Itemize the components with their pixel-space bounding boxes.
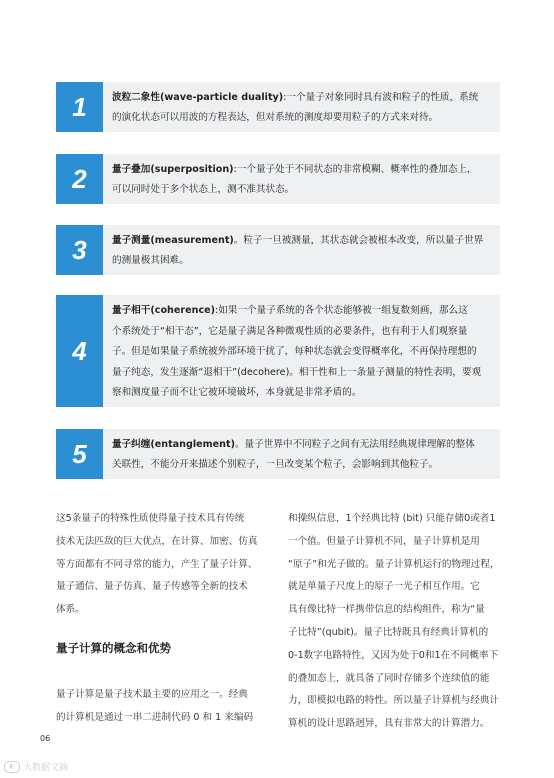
text-line: 技术无法匹敌的巨大优点，在计算、加密、仿真 [56,535,258,547]
card-term: 量子纠缠(entanglement) [112,439,235,450]
watermark-logo-icon: ◐ [4,761,20,773]
card-term: 波粒二象性(wave-particle duality) [112,92,284,103]
property-card-1 [56,82,500,132]
text-line: 力，即模拟电路的特性。所以量子计算机与经典计 [288,695,500,707]
card-line: 子。但是如果量子系统被外部环境干扰了，每种状态就会变得概率化，不再保持理想的 [112,346,477,357]
property-card-4 [56,295,500,407]
card-line: 。量子世界中不同粒子之间有无法用经典规律理解的整体 [234,439,475,450]
card-number: 3 [56,225,103,275]
card-line: 察和测度量子而不让它被环境破坏，本身就是非常矛盾的。 [112,387,362,398]
watermark-text: 大数据文摘 [23,763,69,773]
text-line: 具有像比特一样携带信息的结构组件，称为“量 [288,604,485,616]
card-line: 的演化状态可以用波的方程表达，但对系统的测度却要用粒子的方式来对待。 [112,112,439,123]
text-line: 体系。 [56,604,85,616]
card-line: 个系统处于“相干态”，它是量子满足各种微观性质的必要条件，也有利于人们观察量 [112,325,468,337]
text-line: “原子”和光子做的。量子计算机运行的物理过程， [288,558,500,570]
page-number: 06 [40,734,51,743]
text-line: 的叠加态上，就具备了同时存储多个连续值的能 [288,672,490,684]
card-line: :如果一个量子系统的各个状态能够被一组复数刻画，那么这 [215,305,468,316]
text-line: 量子通信、量子仿真、量子传感等全新的技术 [56,581,248,593]
text-line: 和操纵信息，1个经典比特 (bit) 只能存储0或者1 [288,513,496,524]
text-line: 量子计算是量子技术最主要的应用之一。经典 [56,689,248,700]
card-term: 量子叠加(superposition) [112,164,234,175]
right-column-paragraph [288,508,508,736]
text-line: 就是单量子尺度上的原子一光子相互作用。它 [288,581,480,593]
section-heading: 量子计算的概念和优势 [56,641,171,655]
text-line: 的计算机是通过一串二进制代码 0 和 1 来编码 [56,711,254,723]
card-text [112,160,492,200]
card-number: 2 [56,154,103,204]
card-text [112,435,492,475]
text-line: 等方面都有不同寻常的能力，产生了量子计算、 [56,558,258,570]
property-card-2 [56,154,500,204]
text-line: 0-1数字电路特性，又因为处于0和1在不同概率下 [288,649,499,661]
card-line: 关联性，不能分开来描述个别粒子，一旦改变某个粒子，会影响到其他粒子。 [112,459,439,470]
card-text [112,88,492,128]
card-number: 5 [56,429,103,479]
card-term: 量子相干(coherence) [112,305,216,316]
card-term: 量子测量(measurement) [112,235,234,246]
property-card-3 [56,225,500,275]
card-number: 4 [56,295,103,407]
intro-paragraph [56,508,276,622]
card-line: 量子纯态，发生逐渐“退相干”(decohere)。相干性和上一条量子测量的特性表明，要观 [112,366,482,378]
card-line: :一个量子处于不同状态的非常模糊、概率性的叠加态上， [233,164,477,175]
watermark [4,760,68,773]
card-line: :一个量子对象同时具有波和粒子的性质，系统 [283,92,479,103]
text-line: 一个值。但量子计算机不同，量子计算机是用 [288,535,480,547]
card-text [112,231,492,271]
text-line: 算机的设计思路迥异，具有非常大的计算潜力。 [288,718,490,730]
card-number: 1 [56,82,103,132]
card-line: 可以同时处于多个状态上，测不准其状态。 [112,184,295,195]
text-line: 这5条量子的特殊性质使得量子技术具有传统 [56,513,245,524]
card-line: 。粒子一旦被测量，其状态就会被根本改变，所以量子世界 [233,235,484,246]
card-text [112,301,492,404]
property-card-5 [56,429,500,479]
text-line: 子比特”(qubit)。量子比特既具有经典计算机的 [288,626,489,638]
quantum-computing-paragraph [56,684,276,730]
card-line: 的测量极其困难。 [112,255,189,266]
